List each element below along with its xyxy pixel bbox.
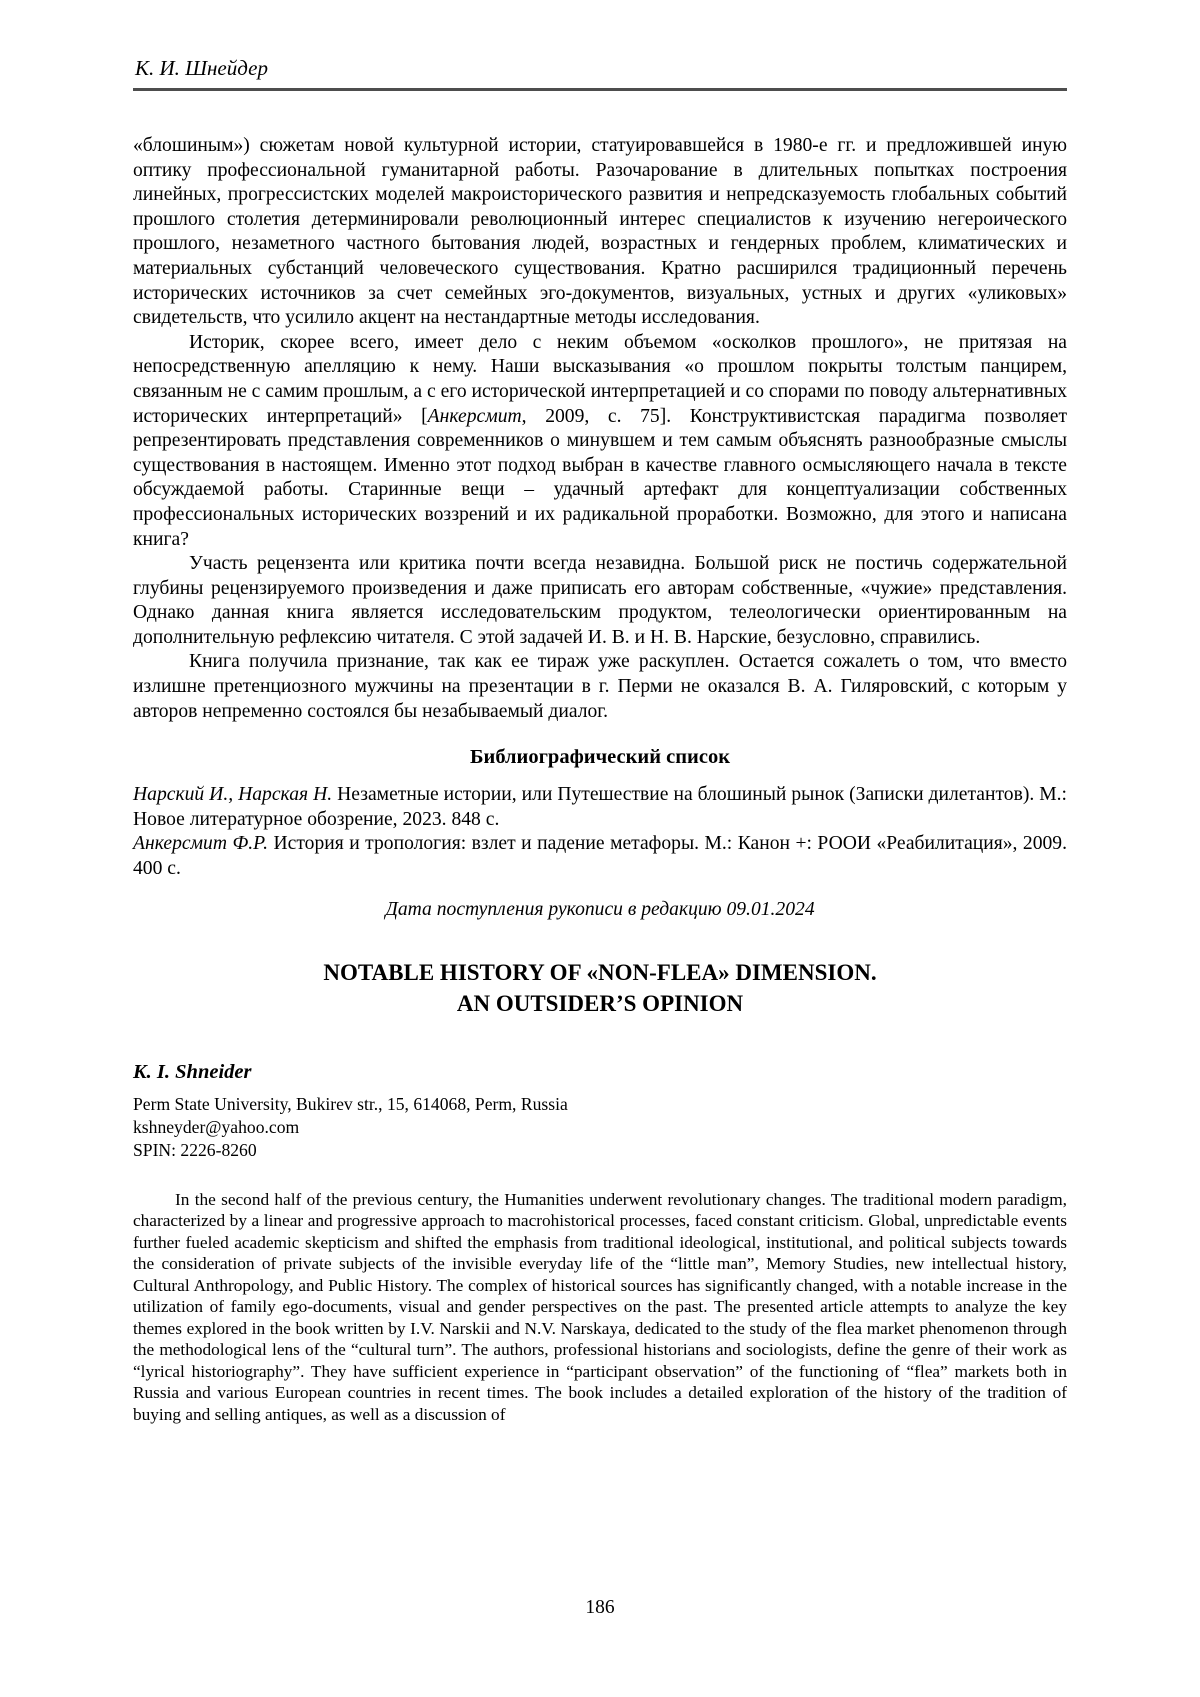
- bibliography-list: [133, 783, 1067, 881]
- author-email: kshneyder@yahoo.com: [133, 1116, 300, 1137]
- paragraph: Участь рецензента или критика почти всегда незавидна. Большой риск не постичь содержательной глубины рецензируемого произведения и даже приписать его авторам собственные, «чужие» представления. Однако данная книга является исследовательским продуктом, телеологически ориентированным на дополнительную рефлексию читателя. С этой задачей И. В. и Н. В. Нарские, безусловно, справились.: [133, 553, 1067, 648]
- bibliography-entry: Анкерсмит Ф.Р. История и тропология: взлет и падение метафоры. М.: Канон +: РООИ «Реабилитация», 2009. 400 с.: [133, 833, 1068, 880]
- author-spin: SPIN: 2226-8260: [133, 1139, 257, 1160]
- running-head: К. И. Шнейдер: [135, 56, 268, 80]
- article-title-en: [133, 957, 1067, 1019]
- affiliation-address: Perm State University, Bukirev str., 15, 614068, Perm, Russia: [133, 1093, 568, 1114]
- page-number: 186: [585, 1597, 615, 1618]
- paragraph: Историк, скорее всего, имеет дело с неким объемом «осколков прошлого», не притязая на непосредственную апелляцию к нему. Наши высказывания «о прошлом покрыты толстым панцирем, связанным не с самим прошлым, а с его исторической интерпретацией и со спорами по поводу альтернативных исторических интерпретаций» [Анкерсмит, 2009, с. 75]. Конструктивистская парадигма позволяет репрезентировать представления современников о минувшем и тем самым объяснять разнообразные смыслы существования в настоящем. Именно этот подход выбран в качестве главного осмысляющего начала в тексте обсуждаемой работы. Старинные вещи – удачный артефакт для концептуализации собственных профессиональных исторических воззрений и их радикальной проработки. Возможно, для этого и написана книга?: [133, 331, 1068, 550]
- submission-date: Дата поступления рукописи в редакцию 09.01.2024: [385, 898, 815, 920]
- paragraph: Книга получила признание, так как ее тираж уже раскуплен. Остается сожалеть о том, что вместо излишне претенциозного мужчины на презентации в г. Перми не оказался В. А. Гиляровский, с которым у авторов непременно состоялся бы незабываемый диалог.: [133, 651, 1067, 722]
- article-body-ru: [133, 134, 1067, 724]
- article-title-line1: NOTABLE HISTORY OF «NON-FLEA» DIMENSION.: [323, 959, 877, 985]
- article-title-line2: AN OUTSIDER’S OPINION: [456, 990, 744, 1016]
- paragraph: «блошиным») сюжетам новой культурной истории, статуировавшейся в 1980-е гг. и предложившей иную оптику профессиональной гуманитарной работы. Разочарование в длительных попытках построения линейных, прогрессистских моделей макроисторического развития и непредсказуемость глобальных событий прошлого столетия детерминировали революционный интерес специалистов к изучению негероического прошлого, незаметного частного бытования людей, возрастных и гендерных проблем, климатических и материальных субстанций человеческого существования. Кратно расширился традиционный перечень исторических источников за счет семейных эго-документов, визуальных, устных и других «уликовых» свидетельств, что усилило акцент на нестандартные методы исследования.: [133, 135, 1067, 329]
- bibliography-heading: Библиографический список: [469, 746, 731, 769]
- abstract: In the second half of the previous century, the Humanities underwent revolutionary changes. The traditional modern paradigm, characterized by a linear and progressive approach to macrohistorical processes, faced constant criticism. Global, unpredictable events further fueled academic skepticism and shifted the emphasis from traditional ideological, institutional, and political subjects towards the consideration of private subjects of the invisible everyday life of the “little man”, Memory Studies, new intellectual history, Cultural Anthropology, and Public History. The complex of historical sources has significantly changed, with a notable increase in the utilization of family ego-documents, visual and gender perspectives on the past. The presented article attempts to analyze the key themes explored in the book written by I.V. Narskii and N.V. Narskaya, dedicated to the study of the flea market phenomenon through the methodological lens of the “cultural turn”. The authors, professional historians and sociologists, define the genre of their work as “lyrical historiography”. They have sufficient experience in “participant observation” of the functioning of “flea” markets both in Russia and various European countries in recent times. The book includes a detailed exploration of the history of the tradition of buying and selling antiques, as well as a discussion of: [133, 1189, 1067, 1424]
- author-name: K. I. Shneider: [133, 1060, 252, 1083]
- affiliation-block: [133, 1093, 1067, 1162]
- header-rule: [133, 88, 1067, 91]
- bibliography-entry: Нарский И., Нарская Н. Незаметные истории, или Путешествие на блошиный рынок (Записки дилетантов). М.: Новое литературное обозрение, 2023. 848 с.: [133, 784, 1067, 830]
